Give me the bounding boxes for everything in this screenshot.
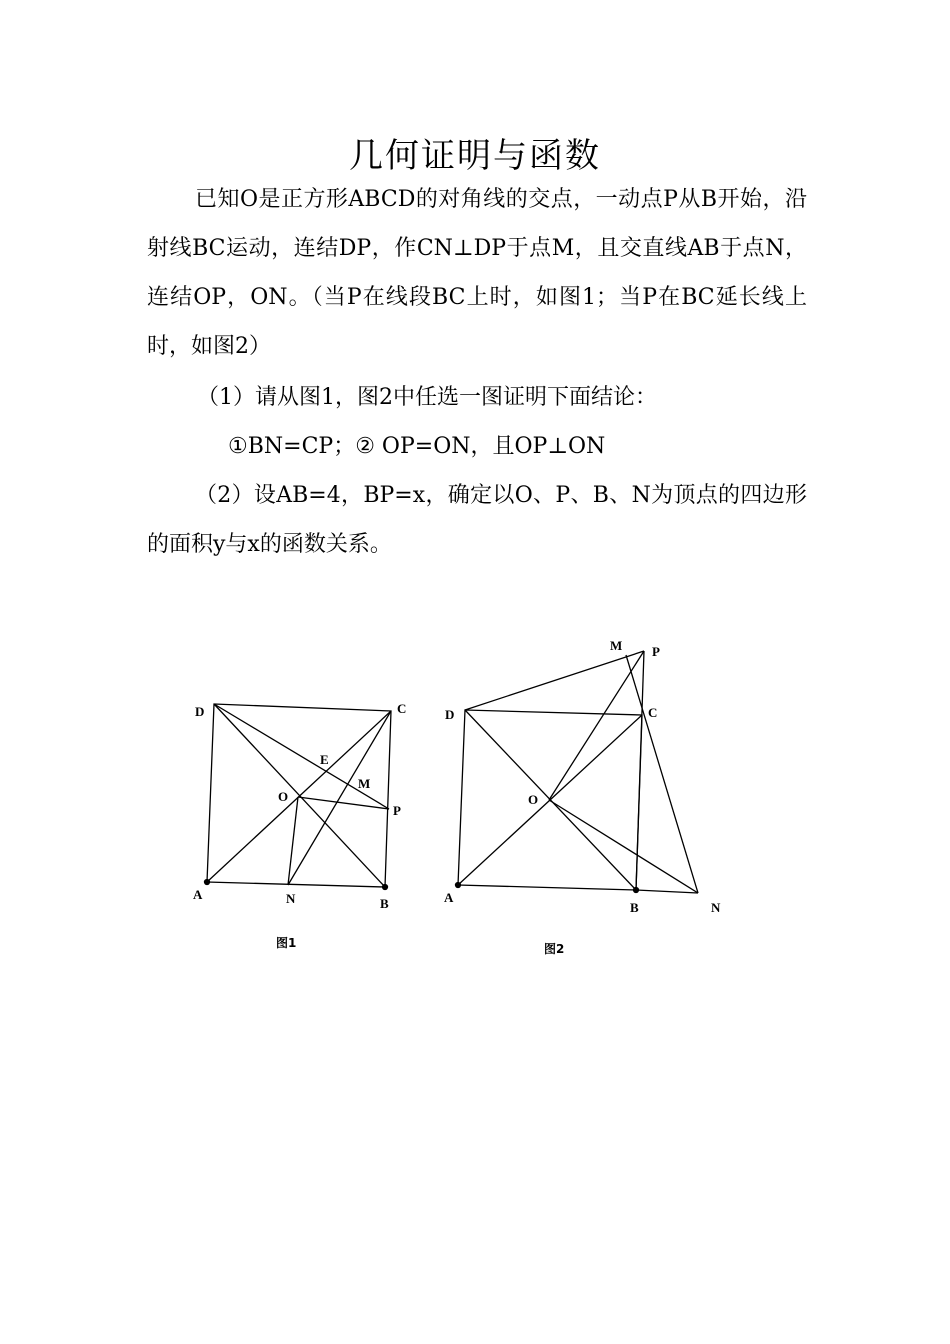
fig2-line-on: [549, 800, 698, 893]
fig2-label-m: M: [610, 638, 623, 653]
fig2-label-o: O: [528, 792, 539, 807]
fig2-label-n: N: [711, 900, 721, 915]
question-1-conclusions: ①BN=CP；② OP=ON，且OP⊥ON: [228, 434, 606, 459]
fig2-label-d: D: [445, 707, 455, 722]
figure-2: [456, 651, 699, 893]
fig1-point-a: [205, 880, 210, 885]
fig2-line-dp: [465, 651, 644, 710]
fig1-label-n: N: [286, 891, 296, 906]
question-2: （2）设AB=4，BP=x，确定以O、P、B、N为顶点的四边形的面积y与x的函数关系。: [147, 483, 807, 557]
fig1-label-c: C: [397, 701, 407, 716]
fig1-label-e: E: [320, 752, 329, 767]
fig2-line-bp: [636, 651, 644, 890]
document-title: 几何证明与函数: [349, 136, 601, 176]
fig2-point-b: [634, 888, 639, 893]
fig2-label-b: B: [630, 900, 639, 915]
fig2-point-a: [456, 883, 461, 888]
problem-statement: 已知O是正方形ABCD的对角线的交点，一动点P从B开始，沿射线BC运动，连结DP，作CN⊥DP于点M，且交直线AB于点N，连结OP，ON。（当P在线段BC上时，如图1；当P在BC延长线上时，如图2）: [147, 187, 807, 359]
fig2-caption: 图2: [544, 942, 565, 956]
fig1-line-dp: [214, 704, 389, 809]
fig1-diagonal-bd: [214, 704, 385, 887]
fig2-label-p: P: [652, 644, 660, 659]
fig1-label-d: D: [195, 704, 205, 719]
question-1: （1）请从图1，图2中任选一图证明下面结论：: [197, 385, 657, 410]
figure-1: [205, 704, 392, 890]
fig1-label-b: B: [380, 896, 389, 911]
fig2-label-a: A: [444, 890, 454, 905]
fig1-label-o: O: [278, 789, 289, 804]
fig1-label-p: P: [393, 803, 401, 818]
fig1-line-op: [298, 797, 389, 809]
fig1-label-a: A: [193, 887, 203, 902]
fig2-label-c: C: [648, 705, 658, 720]
fig2-line-bn: [636, 890, 698, 893]
fig1-point-b: [383, 885, 388, 890]
fig1-label-m: M: [358, 776, 371, 791]
figure-2-labels: [444, 638, 721, 956]
fig1-caption: 图1: [276, 936, 297, 950]
fig2-diagonal-bd: [465, 710, 636, 890]
